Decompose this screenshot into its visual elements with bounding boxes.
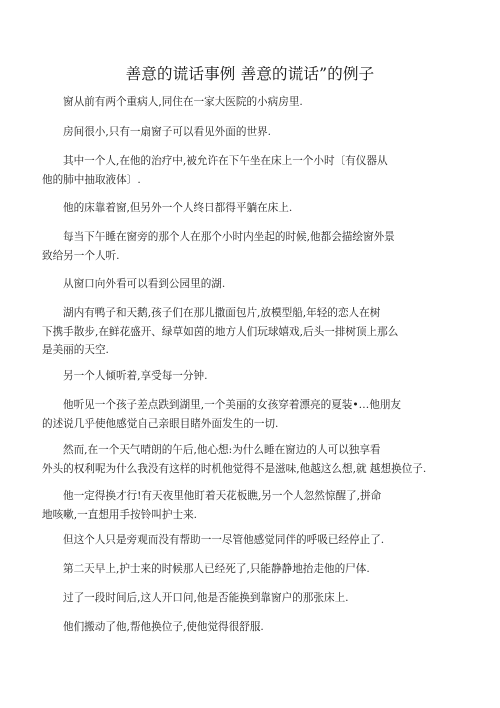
paragraph-line: 他听见一个孩子差点跌到湖里,一个美丽的女孩穿着漂亮的夏装•…他朋友	[63, 399, 402, 411]
paragraph-2	[42, 123, 474, 142]
paragraph-6	[42, 275, 474, 294]
paragraph-line: 然而,在一个天气晴朗的午后,他心想:为什么睡在窗边的人可以独享看	[63, 444, 381, 456]
paragraph-14	[42, 589, 474, 608]
paragraph-line: 第二天早上,护士来的时候那人已经死了,只能静静地抬走他的尸体.	[63, 563, 370, 575]
paragraph-line: 外头的权利呢为什么我没有这样的时机他觉得不是滋味,他越这么想,就 越想换位子.	[42, 462, 427, 475]
paragraph-line: 窗从前有两个重病人,同住在一家大医院的小病房里.	[63, 96, 303, 108]
paragraph-3	[42, 152, 474, 189]
paragraph-line: 他的床靠着窗,但另外一个人终日都得平躺在床上.	[63, 202, 293, 214]
paragraph-line: 是美丽的天空.	[42, 344, 109, 356]
paragraph-line: 从窗口向外看可以看到公园里的湖.	[63, 278, 226, 290]
paragraph-line: 地咳嗽,一直想用手按铃叫护士来.	[42, 508, 198, 521]
paragraph-7	[42, 304, 474, 360]
paragraph-line: 房间很小,只有一扇窗子可以看见外面的世界.	[63, 126, 272, 138]
paragraph-8	[42, 367, 474, 386]
paragraph-line: 每当下午睡在窗旁的那个人在那个小时内坐起的时候,他都会描绘窗外景	[63, 231, 395, 243]
paragraph-4	[42, 199, 474, 218]
paragraph-15	[42, 618, 474, 637]
paragraph-line: 但这个人只是旁观而没有帮助一一尽管他感觉同伴的呼吸已经停止了.	[63, 534, 385, 546]
paragraph-line: 其中一个人,在他的治疗中,被允许在下午坐在床上一个小时〔有仪器从	[63, 155, 388, 167]
paragraph-line: 他们搬动了他,帮他换位子,使他觉得很舒服.	[63, 621, 264, 633]
paragraph-9	[42, 396, 474, 433]
paragraph-13	[42, 560, 474, 579]
paragraph-line: 过了一段时间后,这人开口问,他是否能换到靠窗户的那张床上.	[63, 592, 349, 604]
paragraph-11	[42, 487, 474, 524]
paragraph-10	[42, 441, 474, 478]
paragraph-line: 湖内有鸭子和天鹅,孩子们在那儿撒面包片,放模型船,年轻的恋人在树	[63, 307, 381, 319]
paragraph-line: 他的肺中抽取液体〕.	[42, 173, 141, 186]
paragraph-line: 的述说几乎使他感觉自己亲眼目睹外面发生的一切.	[42, 417, 279, 430]
paragraph-line: 下携手散步,在鲜花盛开、绿草如茵的地方人们玩球嬉戏,后头一排树顶上那么	[42, 325, 399, 338]
paragraph-5	[42, 228, 474, 265]
paragraph-line: 他一定得换才行!有天夜里他盯着天花板瞧,另一个人忽然惊醒了,拼命	[63, 490, 382, 502]
paragraph-line: 致给另一个人听.	[42, 249, 120, 262]
paragraph-1	[42, 93, 474, 112]
paragraph-12	[42, 531, 474, 550]
paragraph-line: 另一个人倾听着,享受每一分钟.	[63, 370, 208, 382]
document-title: 善意的谎话事例 善意的谎话”的例子	[125, 65, 375, 83]
